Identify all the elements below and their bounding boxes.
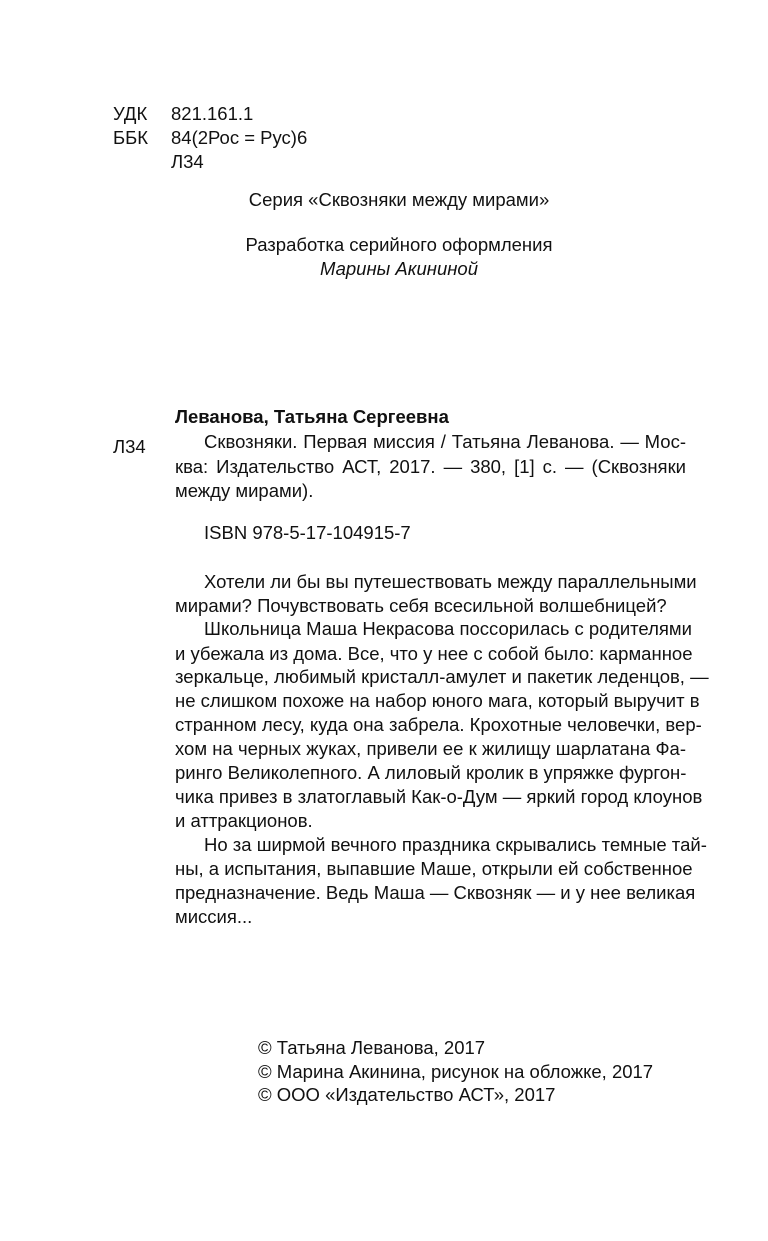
annotation-line-13: ны, а испытания, выпавшие Маше, открыли ей собственное — [175, 858, 693, 879]
design-credit-line1: Разработка серийного оформления — [245, 234, 553, 255]
isbn: ISBN 978-5-17-104915-7 — [204, 522, 411, 543]
annotation-line-6: не слишком похоже на набор юного мага, который выручит в — [175, 690, 700, 711]
annotation-line-2: мирами? Почувствовать себя всесильной волшебницей? — [175, 595, 667, 616]
bbk-label: ББК — [113, 127, 149, 148]
annotation-line-15: миссия... — [175, 906, 253, 927]
bibliography-line-2: ква: Издательство АСТ, 2017. — 380, [1] с. — (Сквозняки — [175, 456, 686, 477]
bibliography-line-3: между мирами). — [175, 480, 314, 501]
author-mark: Л34 — [171, 151, 204, 172]
udk-label: УДК — [113, 103, 148, 124]
copyright-line-1: © Татьяна Леванова, 2017 — [258, 1037, 486, 1058]
copyright-line-2: © Марина Акинина, рисунок на обложке, 2017 — [258, 1061, 654, 1082]
copyright-line-3: © ООО «Издательство АСТ», 2017 — [258, 1084, 556, 1105]
annotation-line-1: Хотели ли бы вы путешествовать между параллельными — [204, 571, 697, 592]
bibliography-line-1: Сквозняки. Первая миссия / Татьяна Леванова. — Мос- — [204, 431, 686, 452]
annotation-line-11: и аттракционов. — [175, 810, 313, 831]
annotation-line-4: и убежала из дома. Все, что у нее с собой было: карманное — [175, 643, 693, 664]
bbk-value: 84(2Рос = Рус)6 — [171, 127, 308, 148]
design-credit-line2: Марины Акининой — [319, 258, 478, 279]
annotation-line-14: предназначение. Ведь Маша — Сквозняк — и у нее великая — [175, 882, 696, 903]
annotation-line-12: Но за ширмой вечного праздника скрывались темные тай- — [204, 834, 707, 855]
udk-row — [113, 102, 253, 126]
udk-value: 821.161.1 — [171, 103, 254, 124]
annotation-line-3: Школьница Маша Некрасова поссорилась с родителями — [204, 618, 692, 639]
series-line: Серия «Сквозняки между мирами» — [248, 189, 550, 210]
annotation-line-5: зеркальце, любимый кристалл-амулет и пакетик леденцов, — — [175, 666, 709, 687]
bbk-row — [113, 126, 307, 150]
annotation-line-10: чика привез в златоглавый Как-о-Дум — яркий город клоунов — [175, 786, 703, 807]
annotation-line-9: ринго Великолепного. А лиловый кролик в упряжке фургон- — [175, 762, 687, 783]
bibliography-author: Леванова, Татьяна Сергеевна — [175, 406, 449, 427]
bibliography-side-mark: Л34 — [113, 436, 146, 457]
annotation-line-7: странном лесу, куда она забрела. Крохотные человечки, вер- — [175, 714, 702, 735]
annotation-line-8: хом на черных жуках, привели ее к жилищу шарлатана Фа- — [175, 738, 686, 759]
author-mark-row — [113, 150, 204, 174]
